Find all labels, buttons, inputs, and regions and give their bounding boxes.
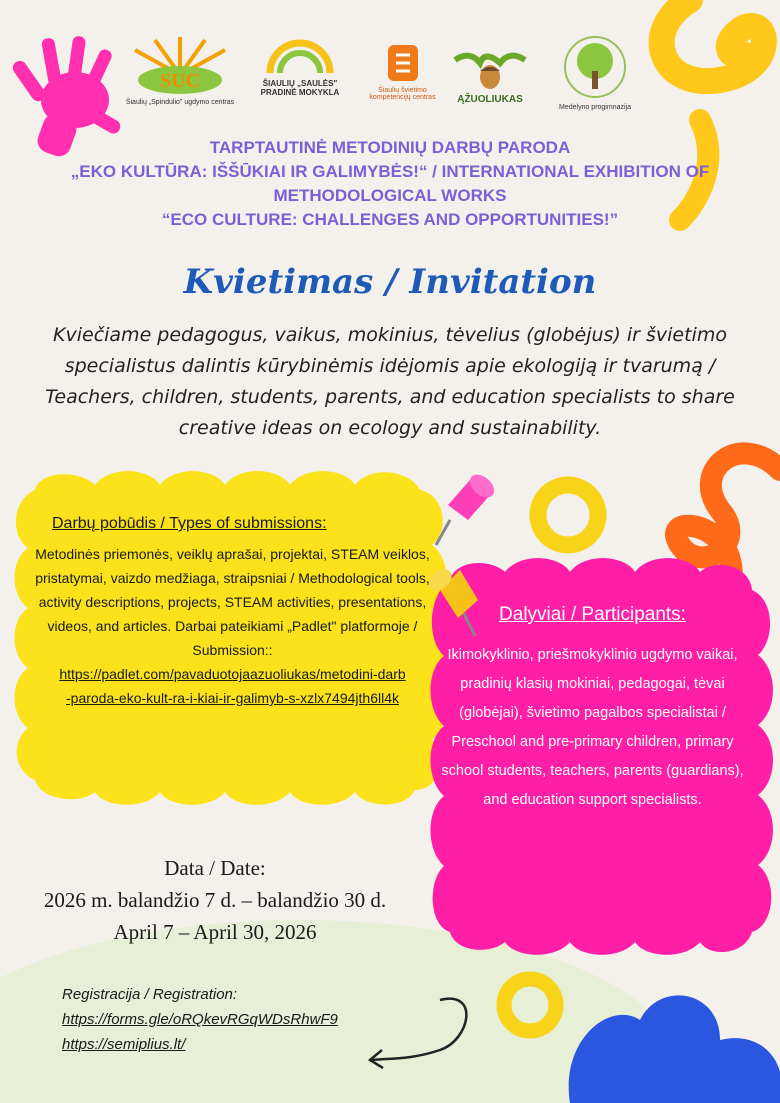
lead-paragraph	[45, 320, 735, 444]
acorn-logo-icon	[445, 45, 535, 90]
logo-caption: Šiaulių „Spindulio" ugdymo centras	[125, 99, 235, 106]
saules-logo	[255, 35, 345, 120]
logo-caption: Medelyno progimnazija	[559, 104, 631, 111]
lead-line: specialistus dalintis kūrybinėmis idėjomis apie ekologiją ir tvarumą /	[64, 355, 716, 377]
lead-line: Kviečiame pedagogus, vaikus, mokinius, tėvelius (globėjus) ir švietimo	[53, 324, 727, 346]
yellow-ring	[538, 485, 598, 545]
azuoliukas-logo	[445, 45, 535, 115]
competence-logo	[360, 43, 445, 123]
invitation-heading: Kvietimas / Invitation	[183, 262, 597, 302]
logo-caption: Šiaulių švietimo kompetencijų centras	[369, 87, 436, 101]
title-line: METHODOLOGICAL WORKS	[273, 186, 507, 205]
submissions-heading: Darbų pobūdis / Types of submissions:	[52, 515, 327, 532]
tree-logo-icon	[550, 35, 640, 100]
submissions-section	[30, 512, 435, 710]
title-line: “ECO CULTURE: CHALLENGES AND OPPORTUNITIES!”	[161, 210, 619, 229]
competence-logo-icon	[360, 43, 445, 83]
logo-caption: ĄŽUOLIUKAS	[457, 94, 523, 105]
submissions-body: Metodinės priemonės, veiklų aprašai, projektai, STEAM veiklos, pristatymai, vaizdo medžiaga, straipsniai / Methodological tools, activity descriptions, projects, STEAM activities, presentations, videos, and articles. Darbai pateikiami „Padlet" platformoje / Submission::	[35, 546, 430, 658]
registration-form-link[interactable]: https://forms.gle/oRQkevRGqWDsRhwF9	[62, 1011, 338, 1028]
date-section	[15, 852, 415, 948]
sun-logo-icon	[115, 35, 245, 95]
date-lt: 2026 m. balandžio 7 d. – balandžio 30 d.	[43, 888, 387, 912]
event-title	[60, 136, 720, 232]
logo-row	[115, 35, 655, 120]
saules-logo-icon	[255, 35, 345, 75]
participants-heading: Dalyviai / Participants:	[499, 604, 686, 625]
lead-line: Teachers, children, students, parents, and education specialists to share	[45, 386, 735, 408]
medelyno-logo	[550, 35, 640, 120]
date-en: April 7 – April 30, 2026	[113, 920, 317, 944]
registration-section	[62, 982, 338, 1057]
padlet-link[interactable]: https://padlet.com/pavaduotojaazuoliukas/metodini-darb-paroda-eko-kult-ra-i-kiai-ir-galimyb-s-xzlx7494jth6ll4k	[59, 666, 406, 706]
logo-caption: ŠIAULIŲ „SAULĖS" PRADINĖ MOKYKLA	[260, 79, 340, 97]
title-line: „EKO KULTŪRA: IŠŠŪKIAI IR GALIMYBĖS!“ / INTERNATIONAL EXHIBITION OF	[70, 162, 710, 181]
yellow-swirl	[662, 0, 764, 81]
website-link[interactable]: https://semiplius.lt/	[62, 1036, 186, 1053]
svg-text:SUC: SUC	[159, 70, 201, 92]
lead-line: creative ideas on ecology and sustainability.	[178, 417, 602, 439]
sun-logo	[115, 35, 245, 115]
participants-body: Ikimokyklinio, priešmokyklinio ugdymo vaikai, pradinių klasių mokiniai, pedagogai, tėvai (globėjai), švietimo pagalbos specialistai / Preschool and pre-primary children, primary school students, teachers, parents (guardians), and education support specialists.	[441, 647, 744, 808]
title-line: TARPTAUTINĖ METODINIŲ DARBŲ PARODA	[209, 138, 571, 157]
pink-pushpin-icon	[436, 470, 499, 545]
registration-label: Registracija / Registration:	[62, 986, 238, 1003]
date-label: Data / Date:	[164, 856, 266, 880]
participants-section	[440, 600, 745, 815]
